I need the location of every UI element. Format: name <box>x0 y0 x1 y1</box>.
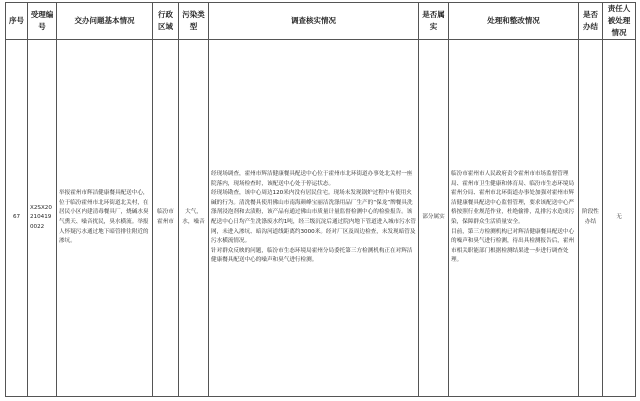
cell-seq: 67 <box>6 40 28 397</box>
table-row <box>6 40 636 397</box>
cell-findings: 经现场调查，霍州市辉洁健康餐具配送中心位于霍州市北环街道办事处北关村一座院落内，现场检查时，该配送中心处于停运状态。 经现场勘查，该中心周边120米内没有居民住宅。现场未发现锅炉过程中有使用火碱的行为。清洗餐具使用佛山市南海颜峰宝丽洁洗涤用品厂生产的“保龙”牌餐具洗涤剂浸泡剂和去渍粉，该产品有通过佛山市质量计量监督检测中心的检验报告。该配送中心日均产生洗涤废水约1吨，经三级沉淀后通过院内地下管道进入城市污水管网，未进入渗坑、暗沟河道线距离约3000米。经对厂区及周边检查，未发现暗管及污水横流情况。 针对群众反映的问题，临汾市生态环境局霍州分局委托第三方检测机构正在对辉洁健康餐具配送中心的噪声和臭气进行检测。 <box>209 40 419 397</box>
cell-accountability: 无 <box>603 40 636 397</box>
cell-handling: 临汾市霍州市人民政府责令霍州市市场监督管理局、霍州市卫生健康和体育局、临汾市生态环境局霍州分局、霍州市北环街道办事处加强对霍州市辉洁健康餐具配送中心监督管理，要求该配送中心严格按照行业规范作业，杜绝偷排，乱排污水造成污染，保障群众生活质量安全。 目前，第三方检测机构已对辉洁健康餐具配送中心的噪声和臭气进行检测，待出具检测报告后，霍州市相关职能部门根据检测结果进一步进行调查处理。 <box>449 40 579 397</box>
header-seq: 序号 <box>6 3 28 40</box>
case-table <box>5 2 636 397</box>
header-issue: 交办问题基本情况 <box>57 3 153 40</box>
cell-closed: 阶段性办结 <box>579 40 603 397</box>
header-handling: 处理和整改情况 <box>449 3 579 40</box>
header-case-no: 受理编号 <box>28 3 57 40</box>
cell-issue: 举报霍州市辉洁健康餐具配送中心，位于临汾霍州市北环街道北关村，在居民小区内建清毒餐具厂，烧碱水臭气熏天、噪音扰民，臭水横流。举报人怀疑污水通过地下暗管排往附近的渗坑。 <box>57 40 153 397</box>
header-accountability: 责任人被处理情况 <box>603 3 636 40</box>
header-findings: 调查核实情况 <box>209 3 419 40</box>
cell-pollution-type: 大气，水，噪音 <box>179 40 209 397</box>
header-verified: 是否属实 <box>419 3 449 40</box>
header-region: 行政区域 <box>153 3 179 40</box>
header-pollution-type: 污染类型 <box>179 3 209 40</box>
cell-case-no: X2SX202104190022 <box>28 40 57 397</box>
header-row <box>6 3 636 40</box>
cell-region: 临汾市霍州市 <box>153 40 179 397</box>
cell-verified: 部分属实 <box>419 40 449 397</box>
header-closed: 是否办结 <box>579 3 603 40</box>
